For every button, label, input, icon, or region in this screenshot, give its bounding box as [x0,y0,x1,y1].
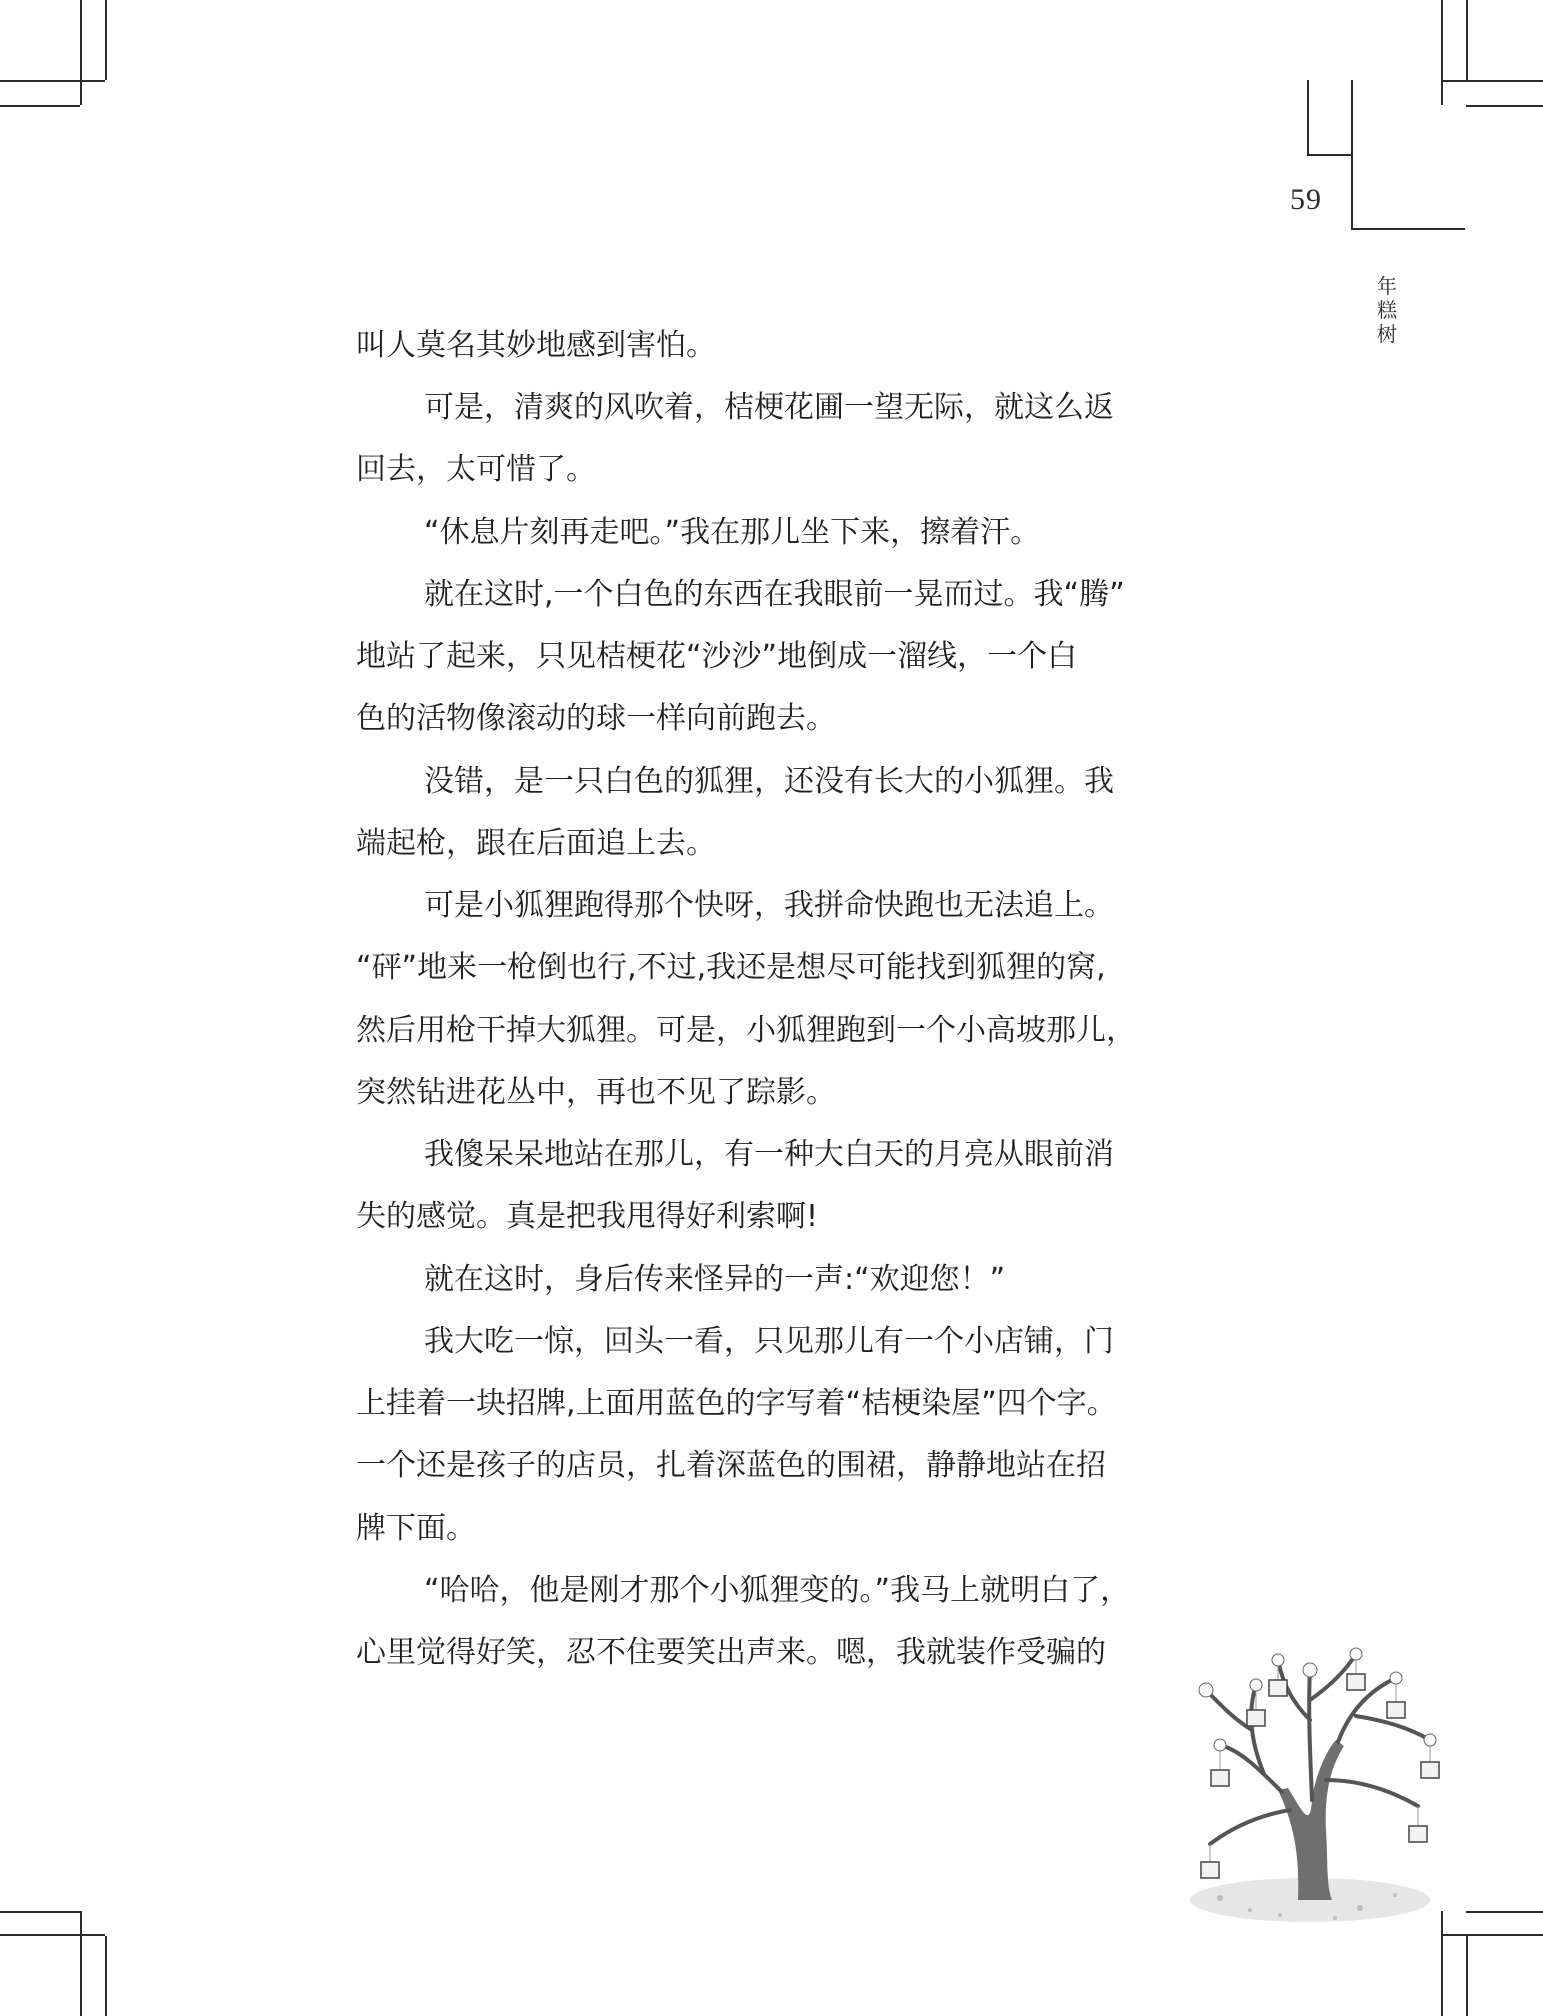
text-line: 就在这时,一个白色的东西在我眼前一晃而过。我“腾” [424,577,1125,612]
text-line: 然后用枪干掉大狐狸。可是，小狐狸跑到一个小高坡那儿， [356,1013,1136,1048]
text-line: 失的感觉。真是把我甩得好利索啊! [356,1199,819,1234]
text-line: “哈哈，他是刚才那个小狐狸变的。”我马上就明白了， [424,1573,1131,1608]
page-number: 59 [1290,183,1322,216]
text-line: 一个还是孩子的店员，扎着深蓝色的围裙，静静地站在招 [356,1448,1106,1483]
tree-with-gift-boxes-icon [1160,1630,1460,1930]
text-line: 上挂着一块招牌,上面用蓝色的字写着“桔梗染屋”四个字。 [356,1386,1117,1421]
text-line: 没错，是一只白色的狐狸，还没有长大的小狐狸。我 [424,764,1114,799]
running-title-char: 树 [1377,322,1397,346]
text-line: 回去，太可惜了。 [356,452,596,487]
text-line: 突然钻进花丛中，再也不见了踪影。 [356,1075,836,1110]
running-title-char: 糕 [1377,298,1397,322]
text-line: “休息片刻再走吧。”我在那儿坐下来，擦着汗。 [424,515,1041,550]
text-line: 地站了起来，只见桔梗花“沙沙”地倒成一溜线，一个白 [356,639,1078,674]
text-line: 叫人莫名其妙地感到害怕。 [356,328,716,363]
text-line: 心里觉得好笑，忍不住要笑出声来。嗯，我就装作受骗的 [356,1635,1106,1670]
text-line: 可是，清爽的风吹着，桔梗花圃一望无际，就这么返 [424,390,1114,425]
text-line: 我傻呆呆地站在那儿，有一种大白天的月亮从眼前消 [424,1137,1114,1172]
text-line: 色的活物像滚动的球一样向前跑去。 [356,701,836,736]
text-line: “砰”地来一枪倒也行,不过,我还是想尽可能找到狐狸的窝, [356,950,1106,985]
running-title-char: 年 [1377,274,1397,298]
text-line: 牌下面。 [356,1511,476,1546]
text-line: 可是小狐狸跑得那个快呀，我拼命快跑也无法追上。 [424,888,1114,923]
text-line: 就在这时，身后传来怪异的一声:“欢迎您！” [424,1262,1006,1297]
text-line: 我大吃一惊，回头一看，只见那儿有一个小店铺，门 [424,1324,1114,1359]
running-title [1370,274,1404,346]
text-line: 端起枪，跟在后面追上去。 [356,826,716,861]
